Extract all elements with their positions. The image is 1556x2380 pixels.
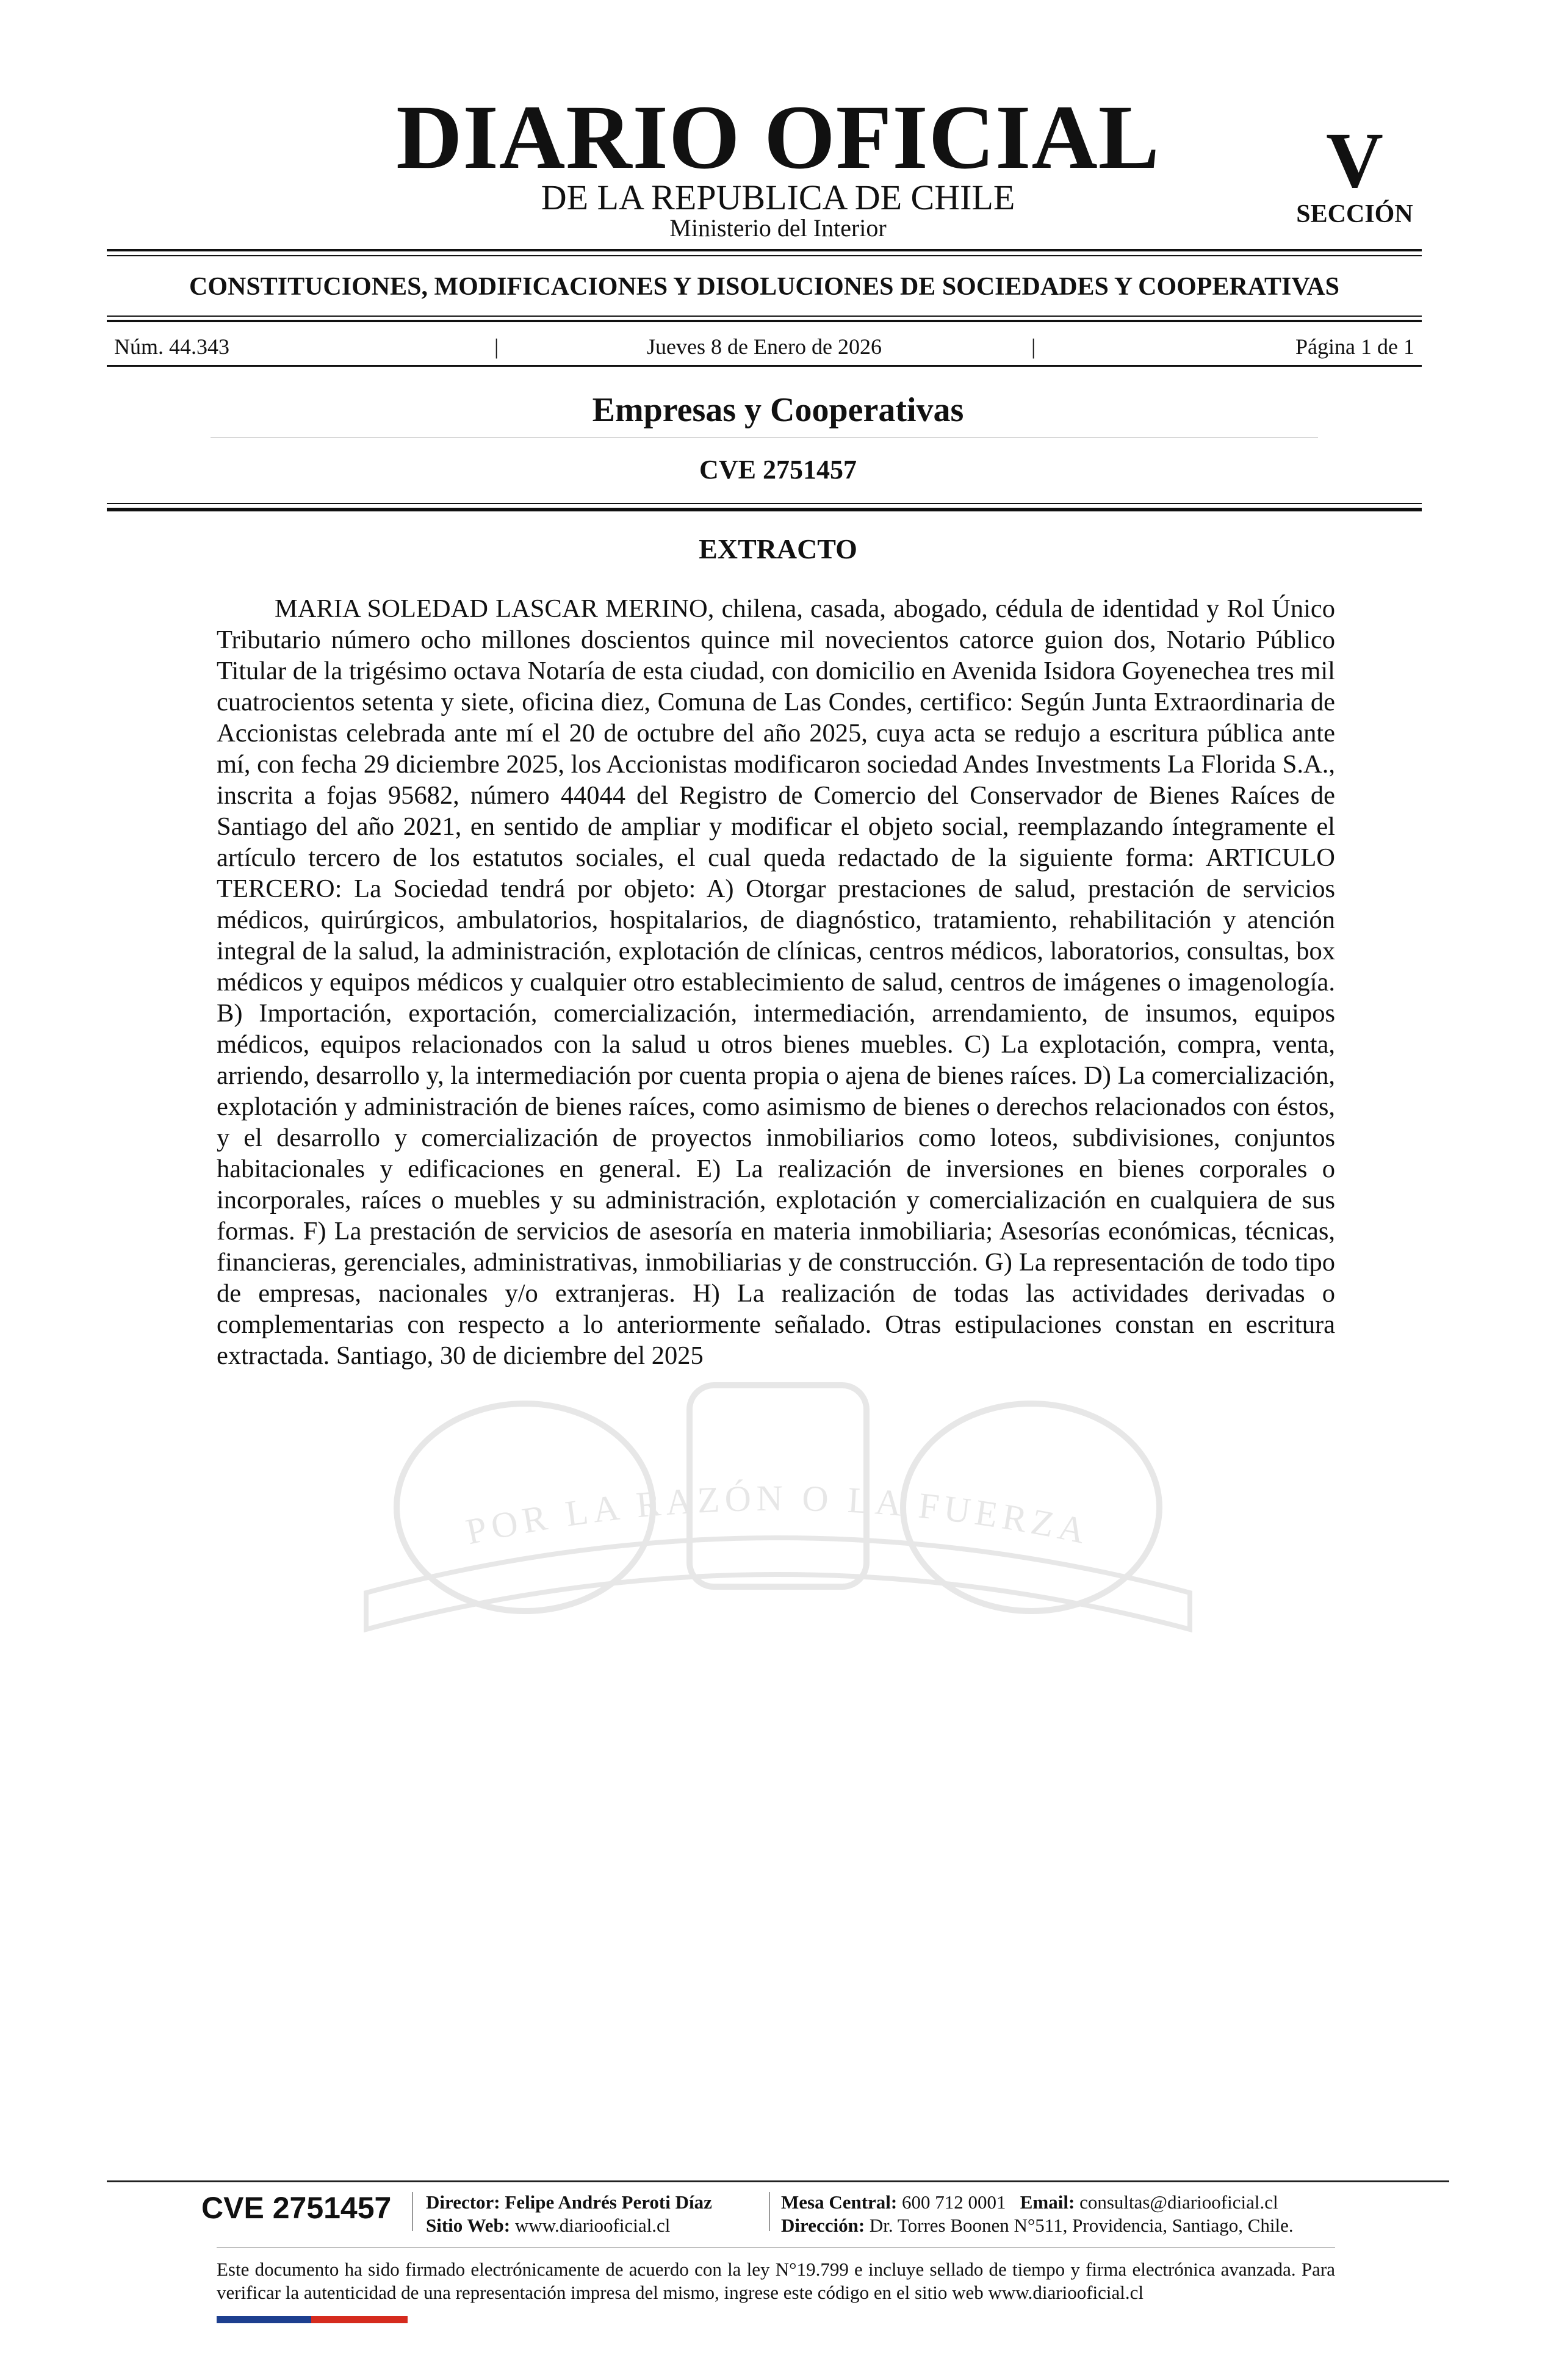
content-rule-thin	[107, 503, 1422, 504]
issue-meta-row	[107, 333, 1422, 360]
section-letter: V	[1326, 117, 1383, 204]
director-label: Director:	[426, 2191, 500, 2213]
meta-rule	[107, 365, 1422, 367]
watermark-motto: POR LA RAZÓN O LA FUERZA	[462, 1477, 1094, 1552]
website-label: Sitio Web:	[426, 2215, 511, 2236]
document-title: EXTRACTO	[699, 533, 857, 564]
email-label: Email:	[1020, 2191, 1075, 2213]
publication-subtitle: DE LA REPUBLICA DE CHILE	[541, 178, 1015, 217]
director-name: Felipe Andrés Peroti Díaz	[505, 2191, 712, 2213]
header-rule-top-thin	[107, 255, 1422, 256]
footer-rule-top	[107, 2180, 1449, 2182]
flag-stripe-red	[311, 2316, 408, 2323]
header-rule-mid-thick	[107, 320, 1422, 322]
ministry-line: Ministerio del Interior	[669, 214, 887, 242]
meta-separator: |	[494, 334, 499, 359]
publication-title: DIARIO OFICIAL	[396, 87, 1160, 188]
header-rule-mid	[107, 316, 1422, 317]
section-heading: CONSTITUCIONES, MODIFICACIONES Y DISOLUCIONES DE SOCIEDADES Y COOPERATIVAS	[189, 273, 1339, 301]
meta-separator: |	[1031, 334, 1036, 359]
footer-contact-right	[781, 2191, 1294, 2237]
footer-contact-left	[426, 2191, 712, 2237]
flag-stripe-blue	[217, 2316, 311, 2323]
section-label: SECCIÓN	[1296, 200, 1413, 228]
coat-of-arms-watermark	[214, 1361, 1342, 1678]
issue-date: Jueves 8 de Enero de 2026	[647, 334, 882, 359]
category-title: Empresas y Cooperativas	[592, 391, 964, 429]
header-rule-top	[107, 249, 1422, 251]
email-link[interactable]: consultas@diariooficial.cl	[1079, 2191, 1278, 2213]
address-label: Dirección:	[781, 2215, 865, 2236]
mesa-label: Mesa Central:	[781, 2191, 898, 2213]
footer-separator	[412, 2192, 413, 2231]
mesa-phone: 600 712 0001	[902, 2191, 1006, 2213]
website-link[interactable]: www.diariooficial.cl	[514, 2215, 671, 2236]
document-body: MARIA SOLEDAD LASCAR MERINO, chilena, casada, abogado, cédula de identidad y Rol Único Tributario número ocho millones doscientos quince mil novecientos catorce guion dos, Notario Público Titular de la trigésimo octava Notaría de esta ciudad, con domicilio en Avenida Isidora Goyenechea tres mil cuatrocientos setenta y siete, oficina diez, Comuna de Las Condes, certifico: Según Junta Extraordinaria de Accionistas celebrada ante mí el 20 de octubre del año 2025, cuya acta se redujo a escritura pública ante mí, con fecha 29 diciembre 2025, los Accionistas modificaron sociedad Andes Investments La Florida S.A., inscrita a fojas 95682, número 44044 del Registro de Comercio del Conservador de Bienes Raíces de Santiago del año 2021, en sentido de ampliar y modificar el objeto social, reemplazando íntegramente el artículo tercero de los estatutos sociales, el cual queda redactado de la siguiente forma: ARTICULO TERCERO: La Sociedad tendrá por objeto: A) Otorgar prestaciones de salud, prestación de servicios médicos, quirúrgicos, ambulatorios, hospitalarios, de diagnóstico, tratamiento, rehabilitación y atención integral de la salud, la administración, explotación de clínicas, centros médicos, laboratorios, consultas, box médicos y equipos médicos y cualquier otro establecimiento de salud, centros de imágenes o imagenología. B) Importación, exportación, comercialización, intermediación, arrendamiento, de insumos, equipos médicos, equipos relacionados con la salud u otros bienes muebles. C) La explotación, compra, venta, arriendo, desarrollo y, la intermediación por cuenta propia o ajena de bienes raíces. D) La comercialización, explotación y administración de bienes raíces, como asimismo de bienes o derechos relacionados con éstos, y el desarrollo y comercialización de proyectos inmobiliarios como loteos, subdivisiones, conjuntos habitacionales y edificaciones en general. E) La realización de inversiones en bienes corporales o incorporales, raíces o muebles y su administración, explotación y comercialización en cualquiera de sus formas. F) La prestación de servicios de asesoría en materia inmobiliaria; Asesorías económicas, técnicas, financieras, gerenciales, administrativas, inmobiliarias y de construcción. G) La representación de todo tipo de empresas, nacionales y/o extranjeras. H) La realización de todas las actividades derivadas o complementarias con respecto a lo anteriormente señalado. Otras estipulaciones constan en escritura extractada. Santiago, 30 de diciembre del 2025	[217, 594, 1335, 1370]
footer-cve-code: CVE 2751457	[201, 2191, 392, 2225]
footer-separator	[769, 2192, 770, 2231]
category-divider	[211, 437, 1318, 438]
page-count: Página 1 de 1	[1295, 334, 1414, 359]
issue-number: Núm. 44.343	[114, 334, 229, 359]
content-rule-thick	[107, 508, 1422, 511]
footer-rule-mid	[217, 2247, 1335, 2248]
footer-signature-note: Este documento ha sido firmado electrónicamente de acuerdo con la ley N°19.799 e incluye sellado de tiempo y firma electrónica avanzada. Para verificar la autenticidad de una representación impresa del mismo, ingrese este código en el sitio web www.diariooficial.cl	[217, 2259, 1335, 2303]
cve-code: CVE 2751457	[699, 455, 857, 485]
address-value: Dr. Torres Boonen N°511, Providencia, Santiago, Chile.	[869, 2215, 1294, 2236]
